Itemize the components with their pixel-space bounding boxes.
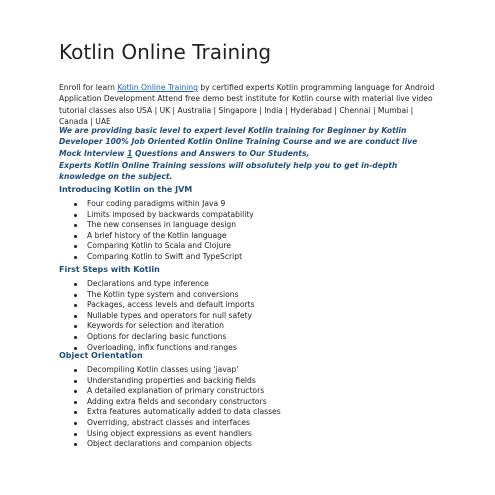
- list-item: [59, 407, 281, 418]
- section-heading-first-steps: First Steps with Kotlin: [59, 265, 160, 274]
- bullet-icon: [74, 390, 77, 393]
- emphasis-1-link[interactable]: 1: [127, 148, 133, 158]
- section-list-introducing-kotlin: [59, 199, 254, 263]
- list-item: [59, 252, 254, 263]
- list-item: [59, 386, 281, 397]
- intro-text-before: Enroll for learn: [59, 83, 118, 92]
- bullet-icon: [74, 336, 77, 339]
- list-item-text: Comparing Kotlin to Swift and TypeScript: [87, 251, 243, 261]
- list-item-text: The new consenses in language design: [87, 220, 237, 230]
- bullet-icon: [74, 294, 77, 297]
- list-item: [59, 397, 281, 408]
- list-item: [59, 439, 281, 450]
- bullet-icon: [74, 256, 77, 259]
- list-item-text: The Kotlin type system and conversions: [87, 289, 239, 299]
- bullet-icon: [74, 369, 77, 372]
- list-item-text: Overriding, abstract classes and interfaces: [87, 417, 250, 427]
- list-item-text: Four coding paradigms within Java 9: [87, 199, 226, 208]
- bullet-icon: [74, 433, 77, 436]
- bullet-icon: [74, 203, 77, 206]
- bullet-icon: [74, 443, 77, 446]
- list-item: [59, 332, 255, 343]
- emphasis-1-text-after: Questions and Answers to Our Students,: [132, 148, 310, 158]
- list-item-text: Understanding properties and backing fields: [87, 375, 256, 385]
- emphasis-paragraph-2: Experts Kotlin Online Training sessions will obsolutely help you to get in-depth knowledge on the subject.: [59, 161, 398, 182]
- intro-text-after: by certified experts Kotlin programming language for Android Application Development Attend free demo best institute for Kotlin course with material live video tutorial classes also USA | UK | Australia | Singapore | India | Hyderabad | Chennai | Mumbai | Canada | UAE: [59, 83, 435, 126]
- bullet-icon: [74, 304, 77, 307]
- list-item: [59, 300, 255, 311]
- section-list-first-steps: [59, 279, 255, 353]
- emphasis-paragraph-1: [59, 125, 439, 159]
- list-item: [59, 311, 255, 322]
- list-item-text: A detailed explanation of primary constructors: [87, 386, 265, 396]
- list-item-text: Adding extra fields and secondary constructors: [87, 396, 267, 406]
- emphasis-1-text-before: We are providing basic level to expert level Kotlin training for Beginner by Kotlin Developer 100% Job Oriented Kotlin Online Training Course and we are conduct live Mock Interview: [59, 126, 418, 158]
- list-item-text: Decompiling Kotlin classes using 'javap': [87, 365, 239, 374]
- bullet-icon: [74, 245, 77, 248]
- list-item-text: A brief history of the Kotlin language: [87, 230, 227, 240]
- list-item-text: Nullable types and operators for null safety: [87, 310, 252, 320]
- bullet-icon: [74, 283, 77, 286]
- list-item-text: Options for declaring basic functions: [87, 331, 227, 341]
- bullet-icon: [74, 401, 77, 404]
- list-item: [59, 199, 254, 210]
- list-item-text: Packages, access levels and default imports: [87, 300, 255, 310]
- intro-paragraph: [59, 82, 439, 127]
- section-heading-object-orientation: Object Orientation: [59, 351, 143, 360]
- list-item: [59, 290, 255, 301]
- list-item: [59, 210, 254, 221]
- list-item-text: Declarations and type inference: [87, 279, 209, 288]
- kotlin-online-training-link[interactable]: Kotlin Online Training: [117, 83, 198, 92]
- list-item-text: Limits imposed by backwards compatability: [87, 209, 254, 219]
- bullet-icon: [74, 380, 77, 383]
- bullet-icon: [74, 422, 77, 425]
- bullet-icon: [74, 315, 77, 318]
- list-item: [59, 241, 254, 252]
- list-item: [59, 321, 255, 332]
- bullet-icon: [74, 224, 77, 227]
- list-item: [59, 418, 281, 429]
- list-item: [59, 376, 281, 387]
- bullet-icon: [74, 411, 77, 414]
- list-item-text: Extra features automatically added to data classes: [87, 407, 281, 417]
- list-item-text: Using object expressions as event handlers: [87, 428, 252, 438]
- list-item: [59, 429, 281, 440]
- bullet-icon: [74, 214, 77, 217]
- list-item: [59, 365, 281, 376]
- list-item-text: Keywords for selection and iteration: [87, 321, 224, 331]
- bullet-icon: [74, 325, 77, 328]
- list-item: [59, 220, 254, 231]
- list-item-text: Object declarations and companion objects: [87, 439, 252, 449]
- list-item-text: Overloading, infix functions and ranges: [87, 342, 237, 352]
- list-item: [59, 231, 254, 242]
- list-item-text: Comparing Kotlin to Scala and Clojure: [87, 241, 231, 251]
- bullet-icon: [74, 235, 77, 238]
- page-title: Kotlin Online Training: [59, 40, 272, 64]
- section-list-object-orientation: [59, 365, 281, 450]
- section-heading-introducing-kotlin: Introducing Kotlin on the JVM: [59, 185, 193, 194]
- list-item: [59, 279, 255, 290]
